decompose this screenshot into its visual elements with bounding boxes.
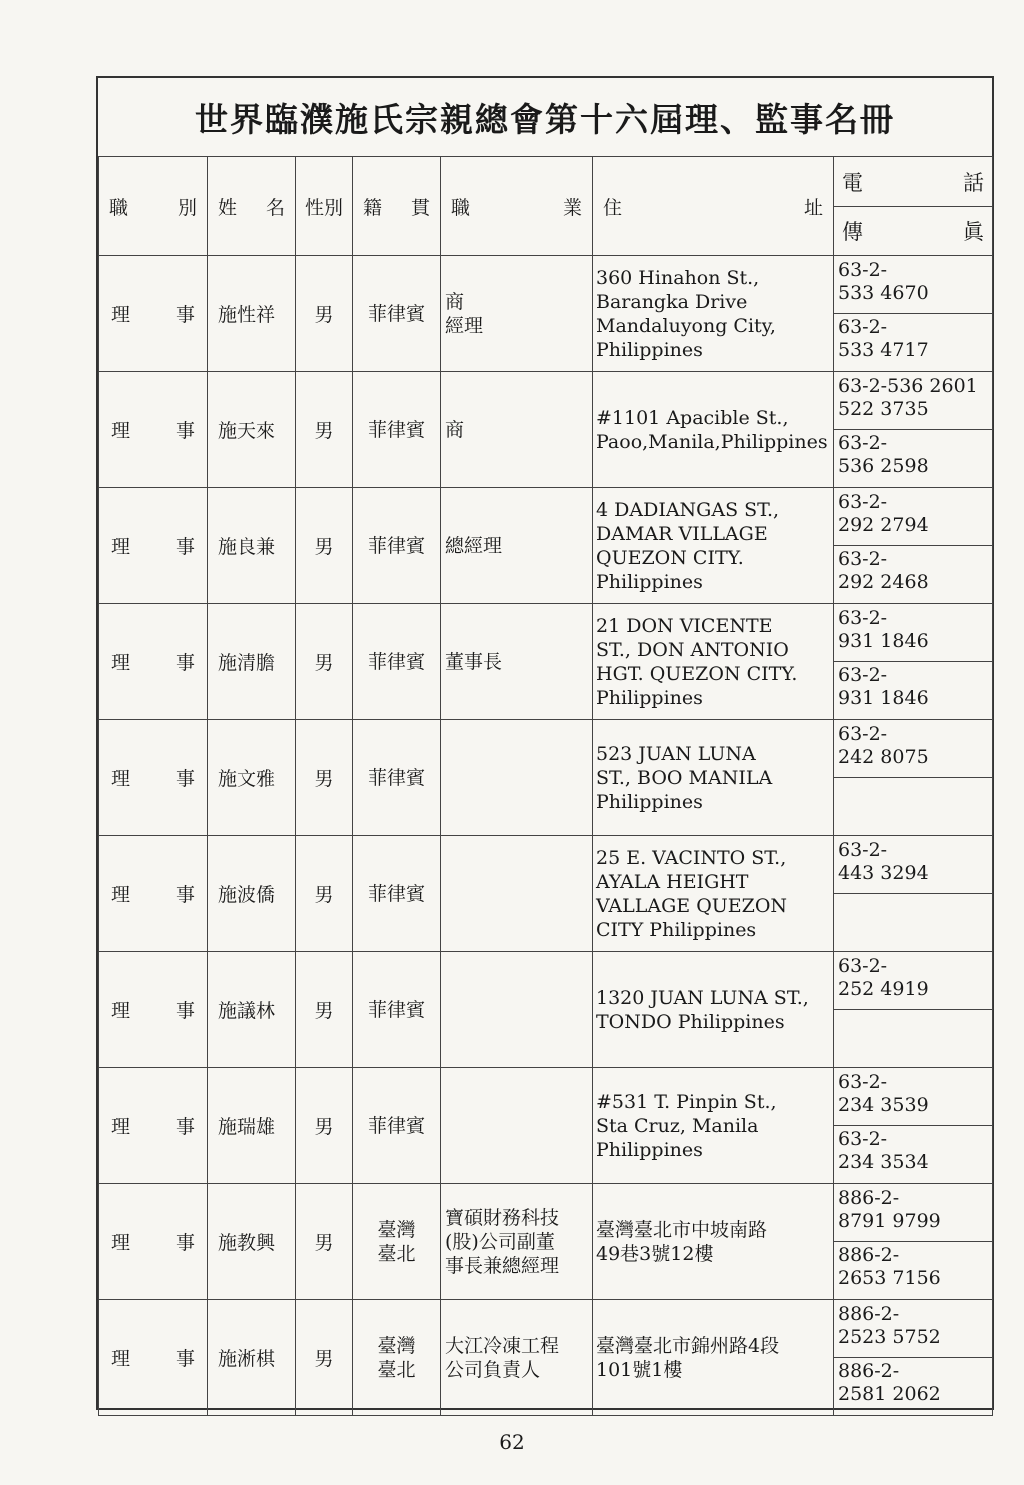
fax-value bbox=[834, 778, 992, 835]
fax-value: 63-2- 292 2468 bbox=[838, 547, 929, 593]
origin-cell: 菲律賓 bbox=[353, 1068, 441, 1184]
phone-fax-cell bbox=[834, 836, 993, 952]
phone-value: 63-2- 533 4670 bbox=[834, 257, 992, 314]
job-cell bbox=[441, 952, 593, 1068]
page-title: 世界臨濮施氏宗親總會第十六屆理、監事名冊 bbox=[98, 78, 992, 157]
address-cell: 臺灣臺北市錦州路4段 101號1樓 bbox=[593, 1300, 834, 1416]
table-row bbox=[99, 1184, 993, 1300]
table-row bbox=[99, 1068, 993, 1184]
origin-cell: 菲律賓 bbox=[353, 256, 441, 372]
job-cell: 商 經理 bbox=[441, 256, 593, 372]
origin-cell: 臺灣 臺北 bbox=[353, 1300, 441, 1416]
table-row bbox=[99, 952, 993, 1068]
fax-value: 63-2- 533 4717 bbox=[838, 315, 929, 361]
job-cell: 寶碩財務科技 (股)公司副董 事長兼總經理 bbox=[441, 1184, 593, 1300]
table-row bbox=[99, 372, 993, 488]
origin-cell: 菲律賓 bbox=[353, 720, 441, 836]
title-cell: 理 事 bbox=[99, 952, 208, 1068]
name-cell: 施議林 bbox=[208, 952, 296, 1068]
phone-fax-cell bbox=[834, 720, 993, 836]
name-cell: 施教興 bbox=[208, 1184, 296, 1300]
origin-cell: 菲律賓 bbox=[353, 952, 441, 1068]
fax-value: 886-2- 2653 7156 bbox=[838, 1243, 941, 1289]
phone-fax-cell bbox=[834, 372, 993, 488]
phone-fax-cell bbox=[834, 488, 993, 604]
origin-cell: 菲律賓 bbox=[353, 488, 441, 604]
address-cell: 1320 JUAN LUNA ST., TONDO Philippines bbox=[593, 952, 834, 1068]
title-cell: 理 事 bbox=[99, 256, 208, 372]
fax-value: 886-2- 2581 2062 bbox=[838, 1359, 941, 1405]
header-phone-fax: 電 話 傳 眞 bbox=[834, 157, 993, 256]
phone-value: 63-2- 242 8075 bbox=[834, 721, 992, 778]
roster-table bbox=[98, 156, 993, 1416]
phone-value: 886-2- 2523 5752 bbox=[834, 1301, 992, 1358]
name-cell: 施淅棋 bbox=[208, 1300, 296, 1416]
job-cell: 大江冷凍工程 公司負責人 bbox=[441, 1300, 593, 1416]
fax-value bbox=[834, 894, 992, 951]
table-row bbox=[99, 836, 993, 952]
job-cell bbox=[441, 1068, 593, 1184]
title-cell: 理 事 bbox=[99, 488, 208, 604]
gender-cell: 男 bbox=[296, 836, 353, 952]
address-cell: 4 DADIANGAS ST., DAMAR VILLAGE QUEZON CITY. Philippines bbox=[593, 488, 834, 604]
origin-cell: 菲律賓 bbox=[353, 372, 441, 488]
phone-fax-cell bbox=[834, 604, 993, 720]
job-cell: 董事長 bbox=[441, 604, 593, 720]
phone-value: 886-2- 8791 9799 bbox=[834, 1185, 992, 1242]
name-cell: 施清膽 bbox=[208, 604, 296, 720]
address-cell: 360 Hinahon St., Barangka Drive Mandaluyong City, Philippines bbox=[593, 256, 834, 372]
phone-fax-cell bbox=[834, 1184, 993, 1300]
table-row bbox=[99, 488, 993, 604]
name-cell: 施良兼 bbox=[208, 488, 296, 604]
gender-cell: 男 bbox=[296, 1184, 353, 1300]
address-cell: #1101 Apacible St., Paoo,Manila,Philippines bbox=[593, 372, 834, 488]
header-job: 職 業 bbox=[441, 157, 593, 256]
roster-frame bbox=[96, 76, 994, 1410]
phone-fax-cell bbox=[834, 1300, 993, 1416]
phone-value: 63-2- 931 1846 bbox=[834, 605, 992, 662]
phone-value: 63-2- 234 3539 bbox=[834, 1069, 992, 1126]
table-row bbox=[99, 256, 993, 372]
phone-value: 63-2- 443 3294 bbox=[834, 837, 992, 894]
address-cell: 523 JUAN LUNA ST., BOO MANILA Philippines bbox=[593, 720, 834, 836]
title-cell: 理 事 bbox=[99, 604, 208, 720]
title-cell: 理 事 bbox=[99, 372, 208, 488]
header-title: 職 別 bbox=[99, 157, 208, 256]
address-cell: #531 T. Pinpin St., Sta Cruz, Manila Philippines bbox=[593, 1068, 834, 1184]
fax-value bbox=[834, 1010, 992, 1067]
address-cell: 25 E. VACINTO ST., AYALA HEIGHT VALLAGE QUEZON CITY Philippines bbox=[593, 836, 834, 952]
phone-value: 63-2- 252 4919 bbox=[834, 953, 992, 1010]
gender-cell: 男 bbox=[296, 720, 353, 836]
title-cell: 理 事 bbox=[99, 836, 208, 952]
page-number: 62 bbox=[499, 1430, 525, 1454]
phone-value: 63-2- 292 2794 bbox=[834, 489, 992, 546]
header-row bbox=[99, 157, 993, 256]
name-cell: 施文雅 bbox=[208, 720, 296, 836]
gender-cell: 男 bbox=[296, 1300, 353, 1416]
gender-cell: 男 bbox=[296, 372, 353, 488]
table-row bbox=[99, 604, 993, 720]
gender-cell: 男 bbox=[296, 604, 353, 720]
table-row bbox=[99, 720, 993, 836]
job-cell: 總經理 bbox=[441, 488, 593, 604]
gender-cell: 男 bbox=[296, 488, 353, 604]
phone-fax-cell bbox=[834, 256, 993, 372]
origin-cell: 菲律賓 bbox=[353, 836, 441, 952]
origin-cell: 菲律賓 bbox=[353, 604, 441, 720]
header-origin: 籍 貫 bbox=[353, 157, 441, 256]
gender-cell: 男 bbox=[296, 1068, 353, 1184]
name-cell: 施波僑 bbox=[208, 836, 296, 952]
fax-value: 63-2- 234 3534 bbox=[838, 1127, 929, 1173]
header-gender: 性別 bbox=[296, 157, 353, 256]
name-cell: 施性祥 bbox=[208, 256, 296, 372]
origin-cell: 臺灣 臺北 bbox=[353, 1184, 441, 1300]
phone-value: 63-2-536 2601 522 3735 bbox=[834, 373, 992, 430]
phone-fax-cell bbox=[834, 952, 993, 1068]
title-cell: 理 事 bbox=[99, 1300, 208, 1416]
header-address: 住 址 bbox=[593, 157, 834, 256]
header-name: 姓 名 bbox=[208, 157, 296, 256]
table-row bbox=[99, 1300, 993, 1416]
title-cell: 理 事 bbox=[99, 1184, 208, 1300]
gender-cell: 男 bbox=[296, 256, 353, 372]
name-cell: 施天來 bbox=[208, 372, 296, 488]
name-cell: 施瑞雄 bbox=[208, 1068, 296, 1184]
job-cell: 商 bbox=[441, 372, 593, 488]
gender-cell: 男 bbox=[296, 952, 353, 1068]
job-cell bbox=[441, 836, 593, 952]
fax-value: 63-2- 536 2598 bbox=[838, 431, 929, 477]
phone-fax-cell bbox=[834, 1068, 993, 1184]
address-cell: 21 DON VICENTE ST., DON ANTONIO HGT. QUEZON CITY. Philippines bbox=[593, 604, 834, 720]
address-cell: 臺灣臺北市中坡南路 49巷3號12樓 bbox=[593, 1184, 834, 1300]
fax-value: 63-2- 931 1846 bbox=[838, 663, 929, 709]
title-cell: 理 事 bbox=[99, 720, 208, 836]
job-cell bbox=[441, 720, 593, 836]
title-cell: 理 事 bbox=[99, 1068, 208, 1184]
